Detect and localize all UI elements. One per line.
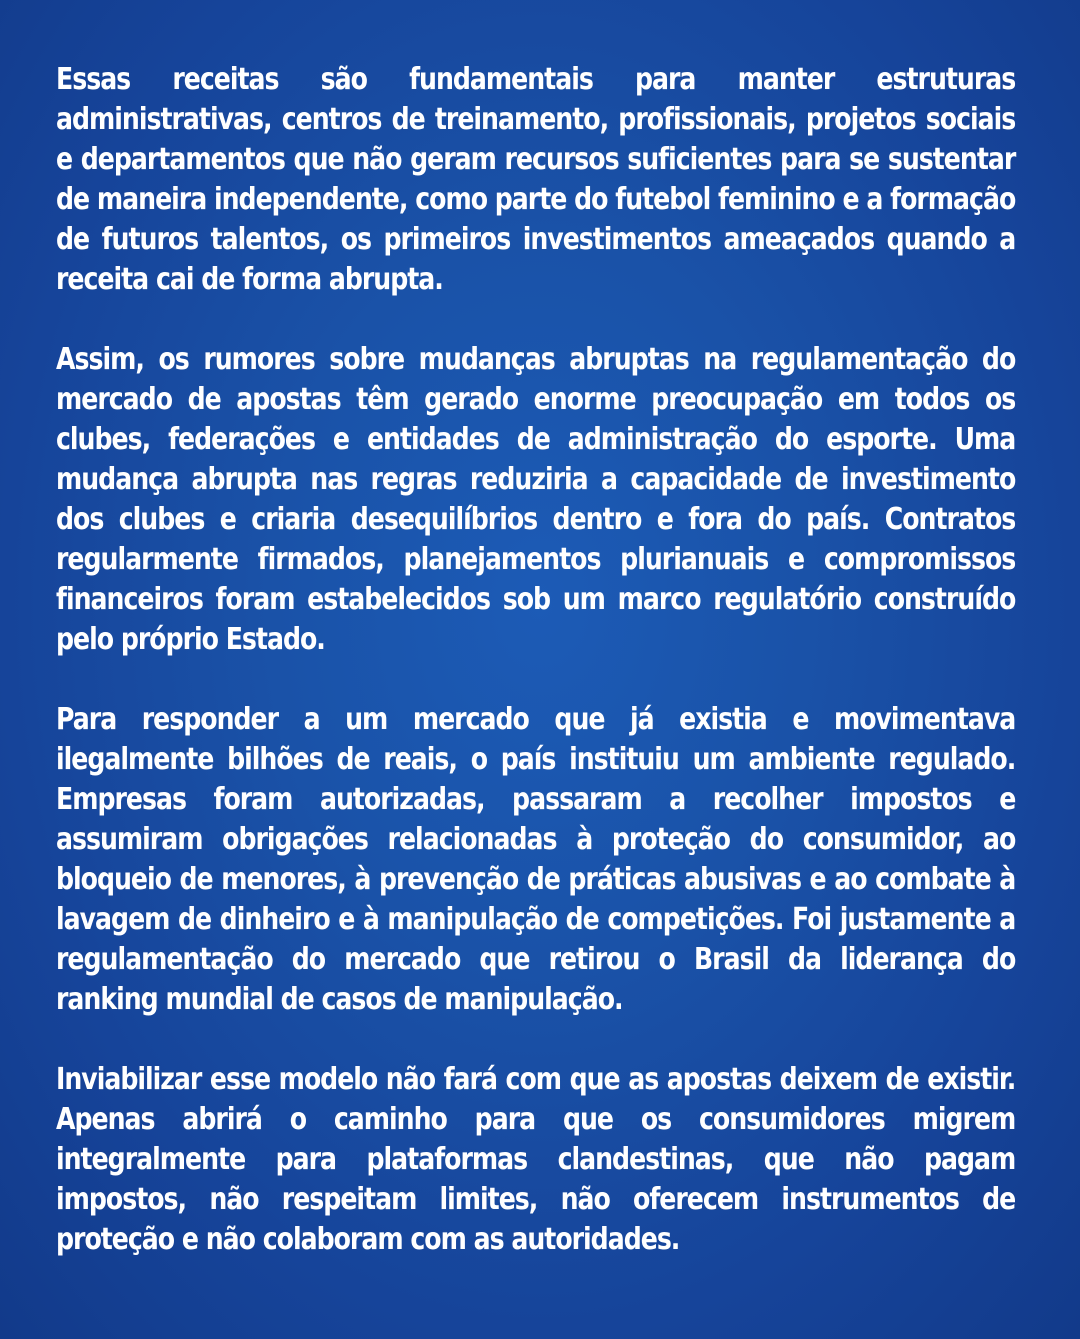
paragraph-regulated-market: Para responder a um mercado que já existia e movimentava ilegalmente bilhões de reais, o país instituiu um ambiente regulado. Empresas foram autorizadas, passaram a recolher impostos e assumiram obrigações relacionadas à proteção do consumidor, ao bloqueio de menores, à prevenção de práticas abusivas e ao combate à lavagem de dinheiro e à manipulação de competições. Foi justamente a regulamentação do mercado que retirou o Brasil da liderança do ranking mundial de casos de manipulação. bbox=[56, 702, 1016, 1017]
paragraph-revenue: Essas receitas são fundamentais para manter estruturas administrativas, centros de treinamento, profissionais, projetos sociais e departamentos que não geram recursos suficientes para se sustentar de maneira independente, como parte do futebol feminino e a formação de futuros talentos, os primeiros investimentos ameaçados quando a receita cai de forma abrupta. bbox=[56, 62, 1016, 297]
paragraph-regulation-rumors: Assim, os rumores sobre mudanças abruptas na regulamentação do mercado de apostas têm gerado enorme preocupação em todos os clubes, federações e entidades de administração do esporte. Uma mudança abrupta nas regras reduziria a capacidade de investimento dos clubes e criaria desequilíbrios dentro e fora do país. Contratos regularmente firmados, planejamentos plurianuais e compromissos financeiros foram estabelecidos sob um marco regulatório construído pelo próprio Estado. bbox=[56, 342, 1016, 657]
paragraph-clandestine-platforms: Inviabilizar esse modelo não fará com que as apostas deixem de existir. Apenas abrirá o caminho para que os consumidores migrem integralmente para plataformas clandestinas, que não pagam impostos, não respeitam limites, não oferecem instrumentos de proteção e não colaboram com as autoridades. bbox=[56, 1062, 1016, 1257]
text-document bbox=[56, 60, 1016, 1300]
